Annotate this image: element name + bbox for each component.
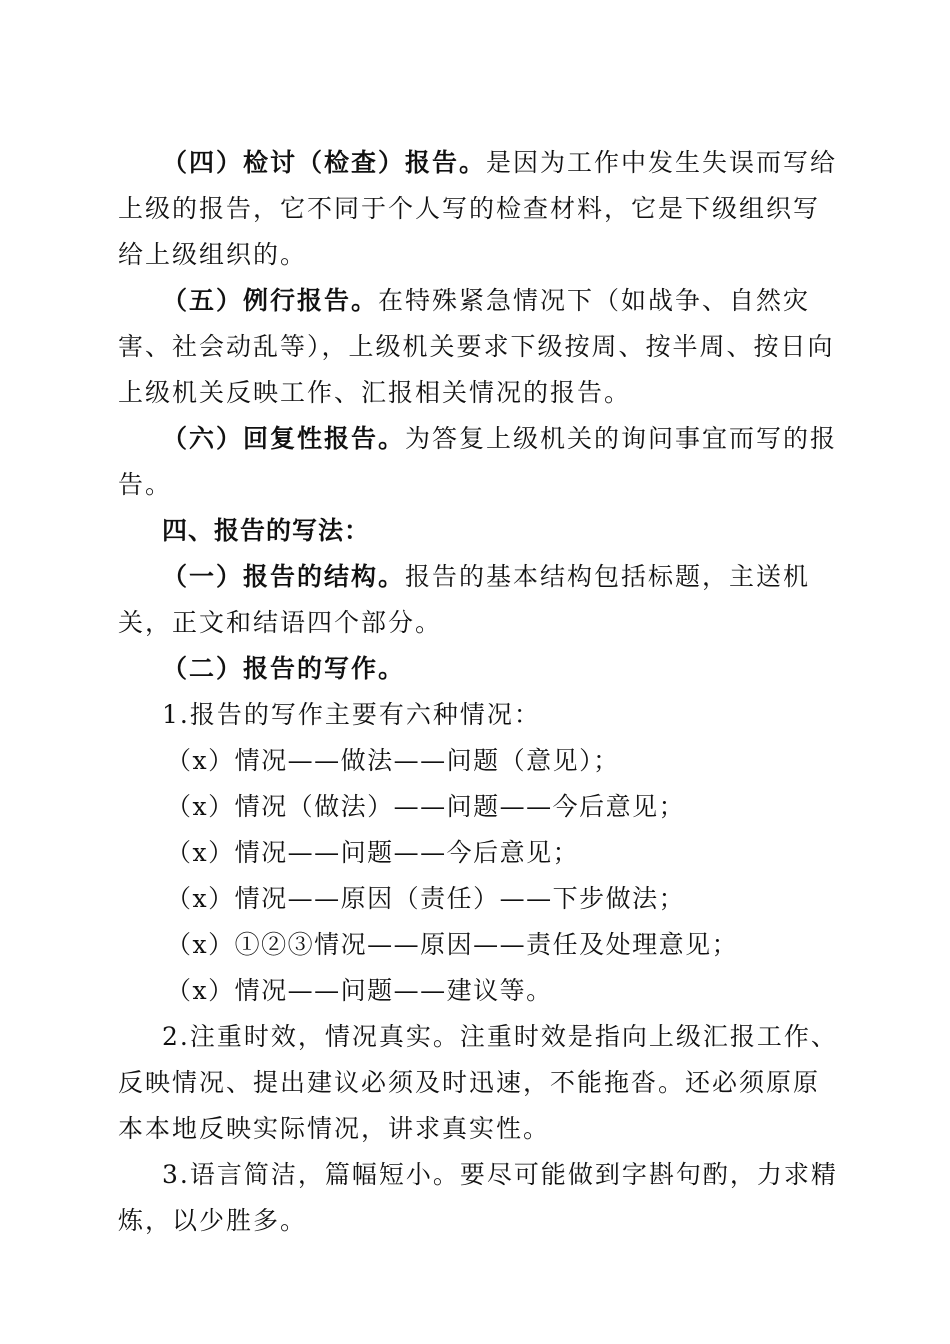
paragraph-six-situations: 1.报告的写作主要有六种情况： <box>162 700 541 729</box>
paragraph-reply-report <box>118 416 838 508</box>
paragraph-timeliness: 2.注重时效，情况真实。注重时效是指向上级汇报工作、反映情况、提出建议必须及时迅速，不能拖沓。还必须原原本本地反映实际情况，讲求真实性。 <box>118 1022 838 1143</box>
list-item: （x）情况——原因（责任）——下步做法； <box>166 884 686 913</box>
paragraph-text: 报告的基本结构包括标题，主送机关，正文和结语四个部分。 <box>118 562 811 637</box>
paragraph-review-report <box>118 140 838 278</box>
document-body <box>118 140 838 1244</box>
paragraph-routine-report <box>118 278 838 416</box>
paragraph-report-writing <box>118 646 838 692</box>
section-lead: （一）报告的结构。 <box>162 562 406 591</box>
list-item: （x）情况——问题——建议等。 <box>166 976 553 1005</box>
section-heading-writing-method: 四、报告的写法： <box>162 516 371 545</box>
paragraph-report-structure <box>118 554 838 646</box>
list-item: （x）情况——做法——问题（意见）； <box>166 746 620 775</box>
section-lead: （二）报告的写作。 <box>162 654 406 683</box>
section-lead: （四）检讨（检查）报告。 <box>162 148 487 177</box>
list-item: （x）①②③情况——原因——责任及处理意见； <box>166 930 739 959</box>
list-item: （x）情况（做法）——问题——今后意见； <box>166 792 686 821</box>
paragraph-text: 是因为工作中发生失误而写给上级的报告，它不同于个人写的检查材料，它是下级组织写给上级组织的。 <box>118 148 838 269</box>
list-item: （x）情况——问题——今后意见； <box>166 838 580 867</box>
paragraph-text: 为答复上级机关的询问事宜而写的报告。 <box>118 424 838 499</box>
paragraph-concise-language: 3.语言简洁，篇幅短小。要尽可能做到字斟句酌，力求精炼，以少胜多。 <box>118 1160 838 1235</box>
section-lead: （五）例行报告。 <box>162 286 379 315</box>
section-lead: （六）回复性报告。 <box>162 424 406 453</box>
paragraph-text: 在特殊紧急情况下（如战争、自然灾害、社会动乱等），上级机关要求下级按周、按半周、按日向上级机关反映工作、汇报相关情况的报告。 <box>118 286 835 407</box>
